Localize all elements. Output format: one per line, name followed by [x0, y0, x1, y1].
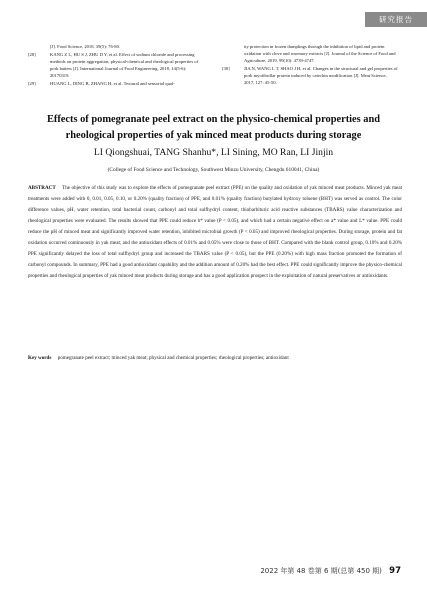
- abstract-label: ABSTRACT: [28, 185, 56, 191]
- reference-number: [28]: [28, 51, 36, 57]
- section-tag: 研究报告: [365, 12, 427, 27]
- reference-text: ity protection in frozen dumplings through the inhibition of lipid and protein oxidation with clove and rosemary extracts [J]. Journal of the Science of Food and Agriculture, 2019, 99(10): 4739-4747.: [244, 44, 396, 64]
- article-title-line-1: Effects of pomegranate peel extract on the physico-chemical properties and: [46, 114, 381, 125]
- keywords-text: pomegranate peel extract; minced yak meat; physical and chemical properties; rheological properties; antioxidant: [57, 355, 289, 361]
- keywords: [28, 353, 402, 364]
- reference-text: JIA N, WANG L T, SHAO J H, et al. Changes in the structural and gel properties of pork myofibrillar protein induced by catechin modification [J]. Meat Science, 2017, 127: 45-50.: [244, 65, 398, 86]
- reference-item: [28, 51, 204, 79]
- reference-number: [30]: [222, 65, 230, 71]
- affiliation: (College of Food Science and Technology, Southwest Minzu University, Chengdu 610041, China): [107, 167, 320, 173]
- page-footer: [260, 565, 401, 577]
- abstract-text: The objective of this study was to explore the effects of pomegranate peel extract (PPE) on the quality and oxidation of yak minced meat products. Minced yak meat treatments were added with 0, 0.01, 0.05, 0.10, or 0.20% (quality fraction) of PPE, and 0.01% (quality fraction) butylated hydroxy toluene (BHT) was served as control. The color difference values, pH, water retention, total bacterial count, carbonyl and total sulfhydryl content, thiobarbituric acid reactive substances (TBARS) value characterization and rheological properties were evaluated. The results showed that PPE could reduce b* value (P < 0.05), and which had a certain negative effect on a* value and L* value. PPE could reduce the pH of minced meat and significantly improved water retention, inhibited microbial growth (P < 0.05) and improved rheological properties. During storage, protein and fat oxidation occurred continuously in yak meat, and the antioxidant effects of 0.01% and 0.05% were close to those of BHT. Compared with the blank control group, 0.10% and 0.20% PPE significantly delayed the loss of total sulfhydryl group and increased the TBARS value (P < 0.05), but the PPE (0.20%) with high mass fraction promoted the formation of carbonyl compounds. In summary, PPE had a good antioxidant capability and the addition amount of 0.20% had the best effect. PPE could significantly improve the physico-chemical properties and rheological properties of yak minced meat products during storage and has a good application prospect in the exploitation of natural preservatives or antioxidants.: [28, 185, 402, 279]
- reference-number: [29]: [28, 80, 36, 86]
- reference-text: HUANG L, DING B, ZHANG H, et al. Textural and sensorial qual-: [50, 80, 175, 86]
- reference-column-right: [222, 43, 398, 87]
- author-list: LI Qiongshuai, TANG Shanhu*, LI Sining, MO Ran, LI Jinjin: [93, 147, 334, 158]
- reference-list: [28, 43, 402, 103]
- reference-item: [28, 80, 204, 87]
- reference-text: [J]. Food Science, 2018, 39(5): 76-80.: [50, 44, 121, 49]
- reference-item: [222, 65, 398, 86]
- keywords-label: Key words: [28, 355, 52, 361]
- reference-column-left: [28, 43, 204, 87]
- reference-item: [28, 43, 204, 50]
- reference-text: KANG Z L, HU S J, ZHU D Y, et al. Effect of sodium chloride and processing methods on protein aggregation, physical-chemical and rheological properties of pork batters [J]. International Journal of Food Engineering, 2018, 14(5-6): 20170319.: [50, 51, 199, 78]
- article-title: [20, 112, 407, 143]
- journal-issue-info: 2022 年第 48 卷第 6 期(总第 450 期): [260, 567, 382, 575]
- page-number: 97: [389, 566, 401, 576]
- abstract: [28, 183, 402, 282]
- reference-item: [222, 43, 398, 64]
- article-title-line-2: rheological properties of yak minced meat products during storage: [65, 129, 362, 141]
